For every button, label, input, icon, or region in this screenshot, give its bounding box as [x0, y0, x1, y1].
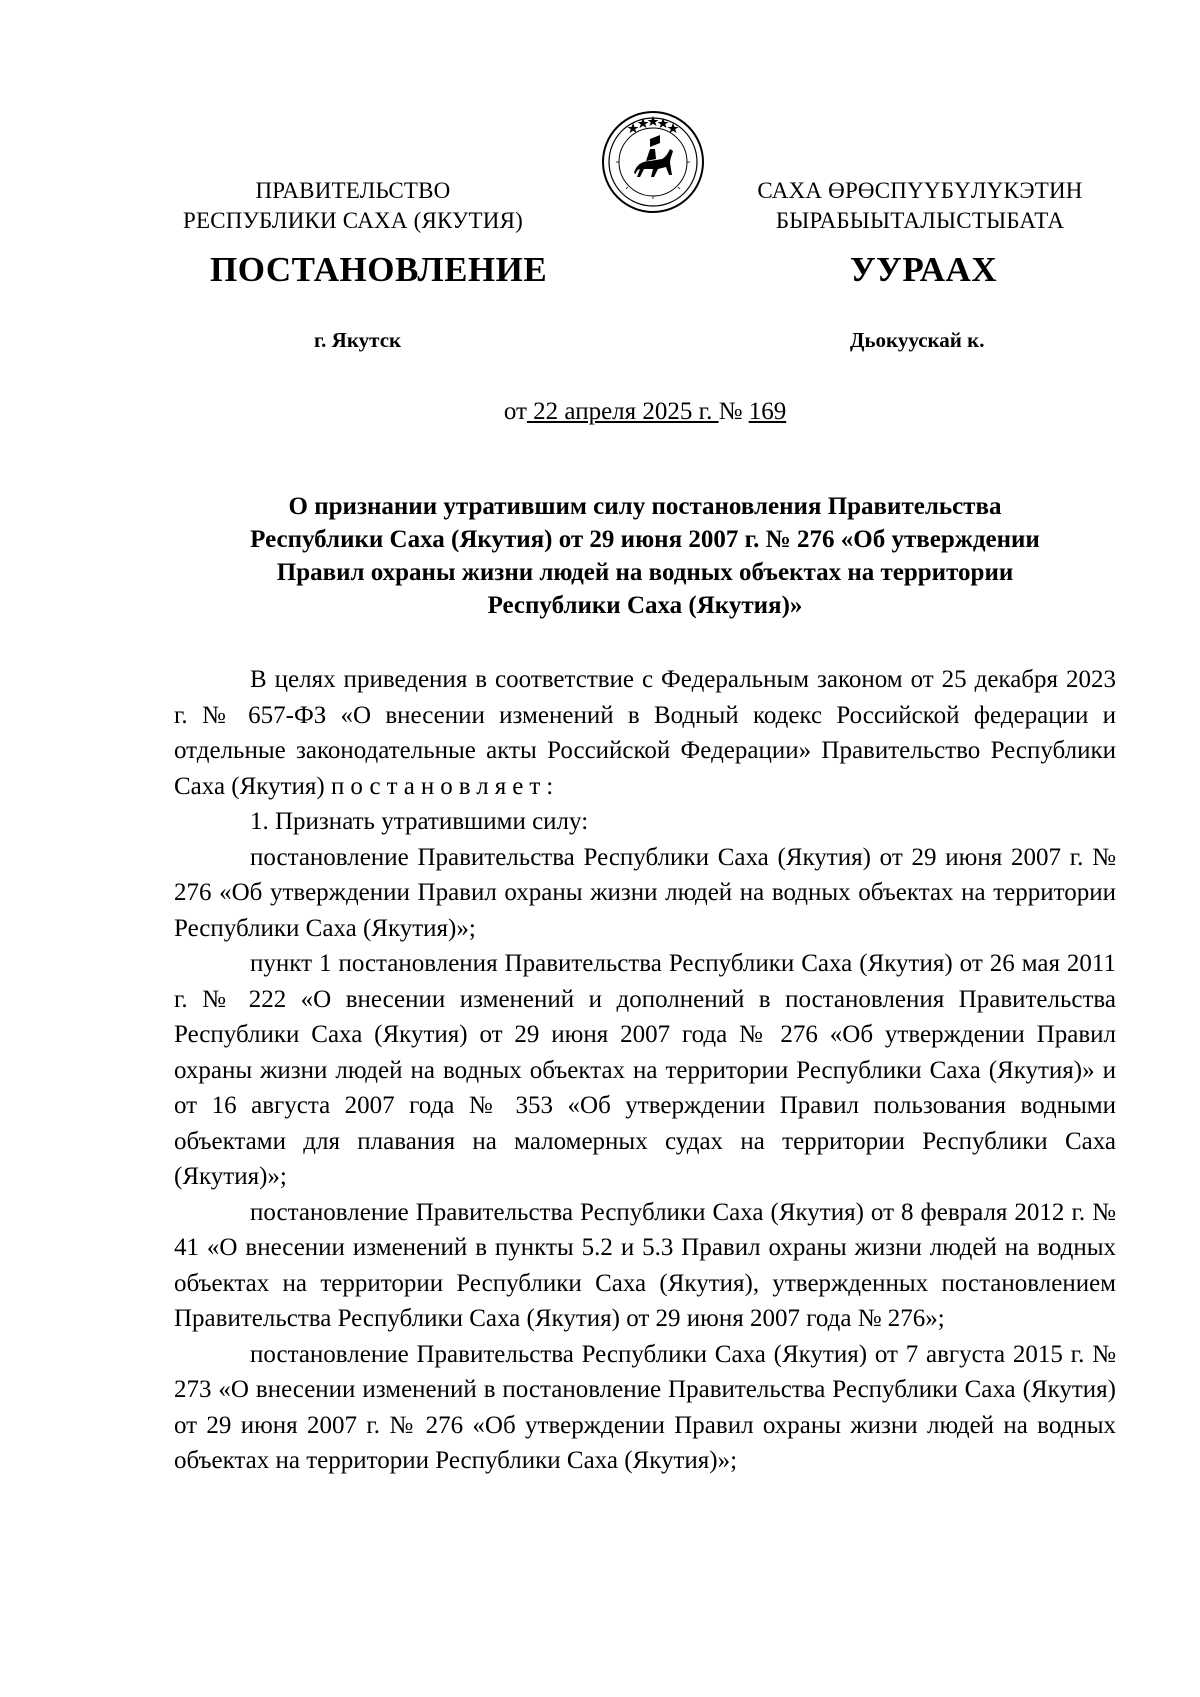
repealed-act-4: постановление Правительства Республики Саха (Якутия) от 7 августа 2015 г. № 273 «О внесении изменений в постановление Правительства Республики Саха (Якутия) от 29 июня 2007 г. № 276 «Об утверждении Правил охраны жизни людей на водных объектах на территории Республики Саха (Якутия)»; [174, 1340, 1116, 1474]
government-name-yakut-line1: САХА ӨРӨСПҮҮБҮЛҮКЭТИН [757, 178, 1083, 203]
government-name-russian [178, 176, 528, 236]
intro-text: В целях приведения в соответствие с Федеральным законом от 25 декабря 2023 г. № 657-ФЗ «О внесении изменений в Водный кодекс Российской федерации и отдельные законодательные акты Российской Федерации» Правительство Республики Саха (Якутия) [174, 666, 1116, 800]
intro-paragraph [174, 662, 1116, 804]
decree-word: постановляет: [330, 772, 560, 800]
government-name-yakut [740, 176, 1100, 236]
repealed-act-3: постановление Правительства Республики Саха (Якутия) от 8 февраля 2012 г. № 41 «О внесении изменений в пункты 5.2 и 5.3 Правил охраны жизни людей на водных объектах на территории Республики Саха (Якутия), утвержденных постановлением Правительства Республики Саха (Якутия) от 29 июня 2007 года № 276»; [174, 1198, 1116, 1332]
document-number: 169 [748, 398, 787, 425]
date-prefix: от [503, 398, 527, 425]
repealed-act-1: постановление Правительства Республики Саха (Якутия) от 29 июня 2007 г. № 276 «Об утверждении Правил охраны жизни людей на водных объектах на территории Республики Саха (Якутия)»; [174, 843, 1116, 942]
government-name-yakut-line2: БЫРАБЫЫТАЛЫСТЫБАТА [775, 208, 1065, 233]
coat-of-arms-emblem-icon [600, 109, 706, 215]
document-title [175, 490, 1115, 622]
item-1: 1. Признать утратившими силу: [250, 808, 589, 835]
title-line3: Правил охраны жизни людей на водных объектах на территории [276, 559, 1014, 586]
number-sign: № [718, 398, 749, 425]
document-body [174, 662, 1116, 1479]
government-name-line1: ПРАВИТЕЛЬСТВО [255, 178, 451, 203]
document-date-number [0, 398, 1200, 426]
document-type-yakut: УУРААХ [850, 250, 998, 289]
city-russian: г. Якутск [314, 328, 402, 352]
title-line2: Республики Саха (Якутия) от 29 июня 2007 г. № 276 «Об утверждении [250, 526, 1040, 553]
title-line1: О признании утратившим силу постановления Правительства [288, 493, 1002, 520]
document-type-russian: ПОСТАНОВЛЕНИЕ [210, 250, 548, 289]
document-date: 22 апреля 2025 г. [526, 398, 719, 425]
repealed-act-2: пункт 1 постановления Правительства Республики Саха (Якутия) от 26 мая 2011 г. № 222 «О внесении изменений и дополнений в постановления Правительства Республики Саха (Якутия) от 29 июня 2007 года № 276 «Об утверждении Правил охраны жизни людей на водных объектах на территории Республики Саха (Якутия)» и от 16 августа 2007 года № 353 «Об утверждении Правил пользования водными объектами для плавания на маломерных судах на территории Республики Саха (Якутия)»; [174, 950, 1116, 1190]
title-line4: Республики Саха (Якутия)» [487, 592, 803, 619]
city-yakut: Дьокуускай к. [850, 328, 985, 352]
government-name-line2: РЕСПУБЛИКИ САХА (ЯКУТИЯ) [182, 208, 524, 233]
